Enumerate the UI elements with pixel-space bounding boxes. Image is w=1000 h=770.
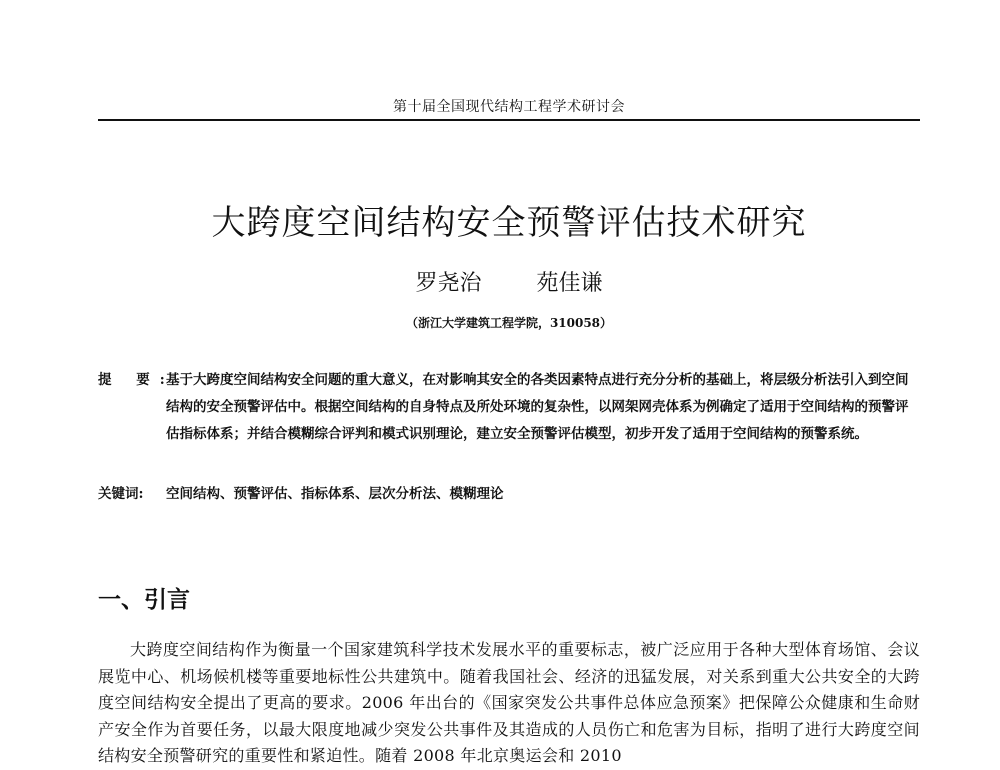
paper-title: 大跨度空间结构安全预警评估技术研究 <box>211 202 807 243</box>
author-name: 罗尧治 <box>415 271 482 296</box>
author-list <box>98 266 920 297</box>
abstract-label: 提 要: <box>98 372 175 388</box>
affiliation: （浙江大学建筑工程学院，310058） <box>405 316 613 330</box>
author-name: 苑佳谦 <box>536 271 603 296</box>
body-paragraph: 大跨度空间结构作为衡量一个国家建筑科学技术发展水平的重要标志，被广泛应用于各种大型体育场馆、会议展览中心、机场候机楼等重要地标性公共建筑中。随着我国社会、经济的迅猛发展，对关系到重大公共安全的大跨度空间结构安全提出了更高的要求。2006 年出台的《国家突发公共事件总体应急预案》把保障公众健康和生命财产安全作为首要任务，以最大限度地减少突发公共事件及其造成的人员伤亡和危害为目标，指明了进行大跨度空间结构安全预警研究的重要性和紧迫性。随着 2008 年北京奥运会和 2010 <box>98 640 920 765</box>
abstract-block <box>98 367 920 448</box>
header-rule <box>98 119 920 121</box>
running-header: 第十届全国现代结构工程学术研讨会 <box>393 99 625 115</box>
section-heading: 一、引言 <box>98 587 190 614</box>
keywords-block <box>98 481 920 508</box>
keywords-label: 关键词: <box>98 486 144 502</box>
abstract-text: 基于大跨度空间结构安全问题的重大意义，在对影响其安全的各类因素特点进行充分分析的基础上，将层级分析法引入到空间结构的安全预警评估中。根据空间结构的自身特点及所处环境的复杂性，以网架网壳体系为例确定了适用于空间结构的预警评估指标体系；并结合模糊综合评判和模式识别理论，建立安全预警评估模型，初步开发了适用于空间结构的预警系统。 <box>166 372 909 442</box>
keywords-text: 空间结构、预警评估、指标体系、层次分析法、模糊理论 <box>166 486 504 502</box>
